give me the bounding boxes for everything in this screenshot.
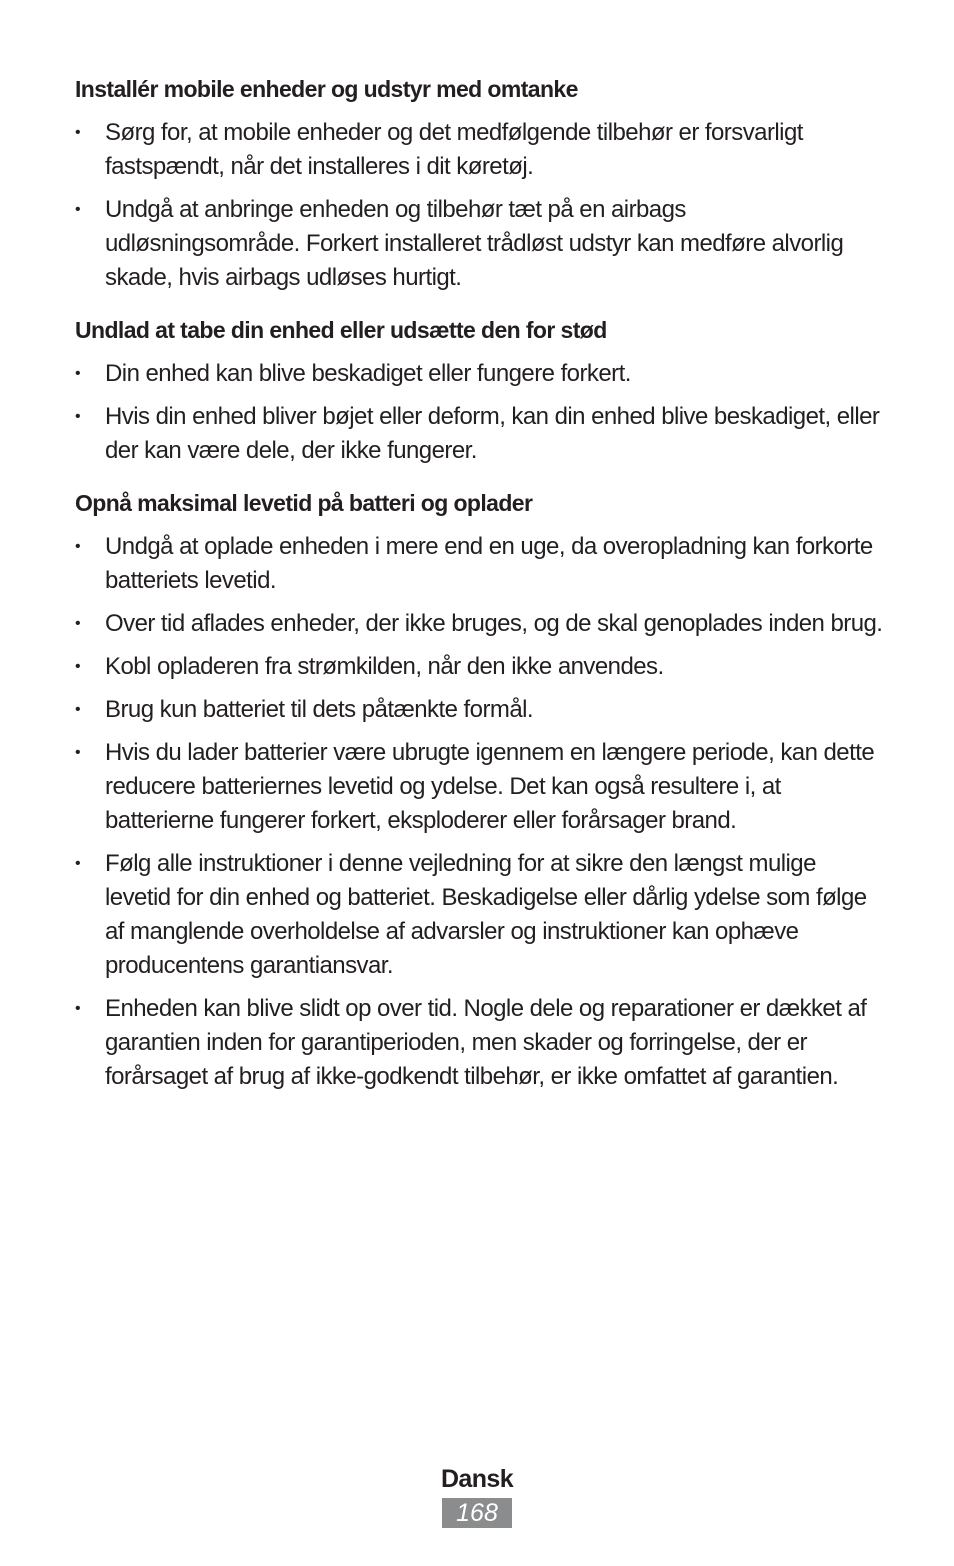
section-heading: Installér mobile enheder og udstyr med omtanke <box>75 76 578 102</box>
list-item <box>75 992 885 1094</box>
list-item-text: Kobl opladeren fra strømkilden, når den ikke anvendes. <box>105 653 664 680</box>
list-item <box>75 193 885 295</box>
list-item <box>75 607 885 641</box>
bullet-icon: • <box>75 365 81 382</box>
list-item <box>75 736 885 838</box>
bullet-icon: • <box>75 658 81 675</box>
list-item <box>75 116 885 184</box>
bullet-icon: • <box>75 124 81 141</box>
bullet-icon: • <box>75 408 81 425</box>
list-item-text: Følg alle instruktioner i denne vejledning for at sikre den længst mulige levetid for din enhed og batteriet. Beskadigelse eller dårlig ydelse som følge af manglende overholdelse af advarsler og instruktioner kan ophæve producentens garantiansvar. <box>105 850 867 979</box>
list-item <box>75 650 885 684</box>
list-item-text: Hvis din enhed bliver bøjet eller deform, kan din enhed blive beskadiget, eller der kan være dele, der ikke fungerer. <box>105 403 880 464</box>
bullet-icon: • <box>75 744 81 761</box>
list-item <box>75 400 885 468</box>
list-item-text: Sørg for, at mobile enheder og det medfølgende tilbehør er forsvarligt fastspændt, når det installeres i dit køretøj. <box>105 119 803 180</box>
list-item-text: Over tid aflades enheder, der ikke bruges, og de skal genoplades inden brug. <box>105 610 883 637</box>
bullet-list <box>75 357 885 468</box>
list-item <box>75 847 885 983</box>
list-item-text: Din enhed kan blive beskadiget eller fungere forkert. <box>105 360 631 387</box>
bullet-icon: • <box>75 201 81 218</box>
list-item-text: Undgå at anbringe enheden og tilbehør tæt på en airbags udløsningsområde. Forkert installeret trådløst udstyr kan medføre alvorlig skade, hvis airbags udløses hurtigt. <box>105 196 844 291</box>
bullet-icon: • <box>75 1000 81 1017</box>
list-item-text: Hvis du lader batterier være ubrugte igennem en længere periode, kan dette reducere batteriernes levetid og ydelse. Det kan også resultere i, at batterierne fungerer forkert, eksploderer eller forårsager brand. <box>105 739 875 834</box>
bullet-list <box>75 530 885 1094</box>
section-install-devices <box>75 72 885 295</box>
bullet-icon: • <box>75 855 81 872</box>
list-item <box>75 530 885 598</box>
bullet-list <box>75 116 885 295</box>
list-item-text: Undgå at oplade enheden i mere end en uge, da overopladning kan forkorte batteriets levetid. <box>105 533 873 594</box>
section-battery-lifetime <box>75 486 885 1094</box>
section-drop-shock <box>75 313 885 468</box>
list-item <box>75 357 885 391</box>
document-body <box>75 72 885 1112</box>
footer-language: Dansk <box>440 1465 514 1493</box>
section-heading: Undlad at tabe din enhed eller udsætte den for stød <box>75 317 607 343</box>
list-item-text: Enheden kan blive slidt op over tid. Nogle dele og reparationer er dækket af garantien inden for garantiperioden, men skader og forringelse, der er forårsaget af brug af ikke-godkendt tilbehør, er ikke omfattet af garantien. <box>105 995 867 1090</box>
page-footer <box>0 1462 954 1528</box>
list-item-text: Brug kun batteriet til dets påtænkte formål. <box>105 696 534 723</box>
list-item <box>75 693 885 727</box>
bullet-icon: • <box>75 615 81 632</box>
page-number: 168 <box>442 1498 512 1528</box>
bullet-icon: • <box>75 701 81 718</box>
bullet-icon: • <box>75 538 81 555</box>
section-heading: Opnå maksimal levetid på batteri og oplader <box>75 490 533 516</box>
